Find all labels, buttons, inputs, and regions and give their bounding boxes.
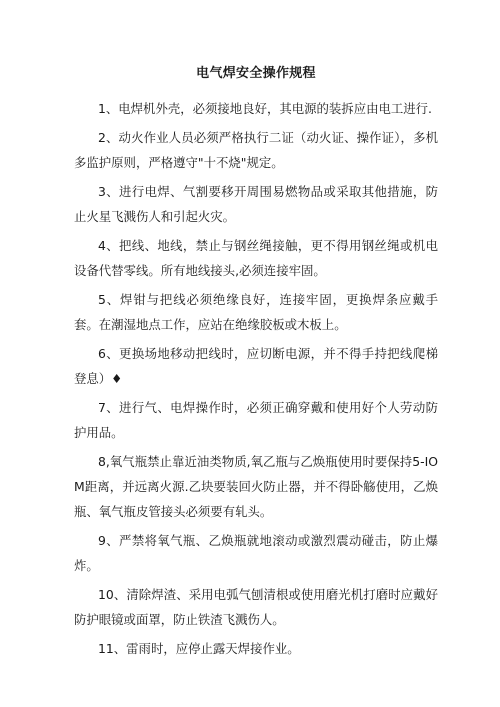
rule-item-2: 2、动火作业人员必须严格执行二证（动火证、操作证），多机多监护原则，严格遵守"十不烧"规定。 [74, 130, 438, 170]
document-title: 电气焊安全操作规程 [196, 66, 316, 81]
rule-item-9: 9、严禁将氧气瓶、乙焕瓶就地滚动或激烈震动碰击，防止爆炸。 [74, 533, 438, 573]
rules-list [74, 96, 438, 661]
rule-item-8: 8,氧气瓶禁止靠近油类物质,氧乙瓶与乙焕瓶使用时要保持5-IOM距离，并远离火源.乙块要装回火防止器，并不得卧觞使用，乙焕瓶、氧气瓶皮管接头必须要有轧头。 [74, 454, 438, 519]
rule-item-1: 1、电焊机外壳，必须接地良好，其电源的装拆应由电工进行. [98, 101, 432, 116]
rule-item-4: 4、把线、地线，禁止与钢丝绳接触，更不得用钢丝绳或机电设备代替零线。所有地线接头,必须连接牢固。 [74, 238, 438, 278]
rule-item-6: 6、更换场地移动把线时，应切断电源，并不得手持把线爬梯登息）♦ [74, 346, 438, 386]
rule-item-5: 5、焊钳与把线必须绝缘良好，连接牢固，更换焊条应戴手套。在潮湿地点工作，应站在绝缘胶板或木板上。 [74, 292, 438, 332]
rule-item-10: 10、清除焊渣、采用电弧气刨清根或使用磨光机打磨时应戴好防护眼镜或面罩，防止铁渣飞溅伤人。 [74, 587, 438, 627]
rule-item-7: 7、进行气、电焊操作时，必须正确穿戴和使用好个人劳动防护用品。 [74, 400, 438, 440]
rule-item-3: 3、进行电焊、气割要移开周围易燃物品或采取其他措施，防止火星飞溅伤人和引起火灾。 [74, 184, 438, 224]
rule-item-11: 11、雷雨时，应停止露天焊接作业。 [98, 641, 300, 656]
